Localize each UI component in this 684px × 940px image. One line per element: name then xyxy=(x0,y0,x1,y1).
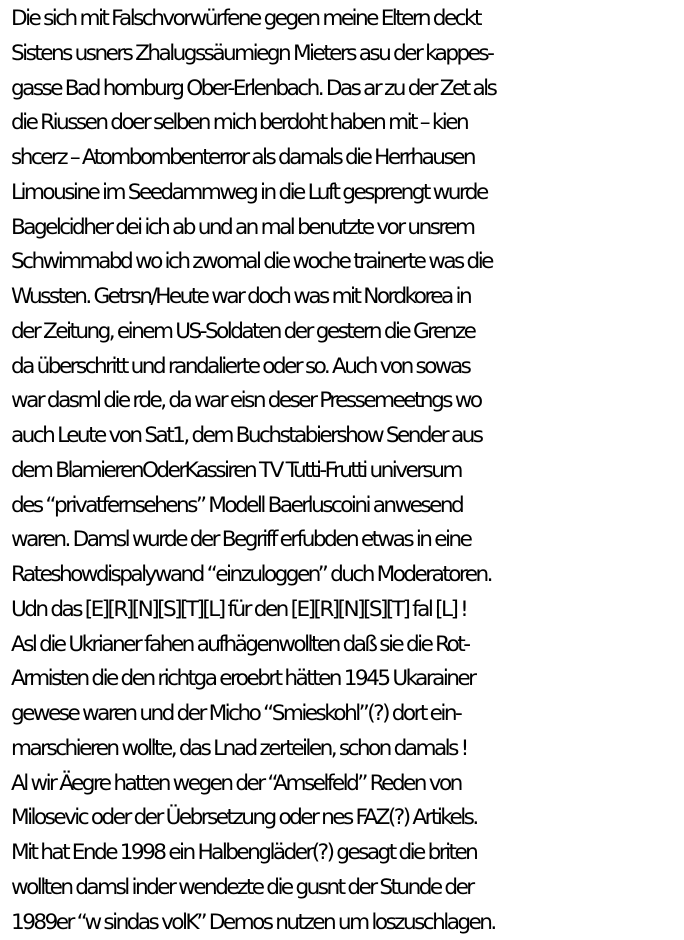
text-line: auch Leute von Sat1, dem Buchstabiershow Sender aus xyxy=(11,423,482,448)
text-line: Asl die Ukrianer fahen aufhägenwollten daß sie die Rot- xyxy=(11,631,469,657)
text-line: waren. Damsl wurde der Begriff erfubden etwas in eine xyxy=(11,527,471,553)
text-line: dem BlamierenOderKassiren TV Tutti-Frutti universum xyxy=(11,457,461,483)
text-line: Udn das [E][R][N][S][T][L] für den [E][R][N][S][T] fal [L] ! xyxy=(11,596,467,622)
text-line: gewese waren und der Micho “Smieskohl”(?) dort ein- xyxy=(11,701,461,726)
text-line: Mit hat Ende 1998 ein Halbengläder(?) gesagt die briten xyxy=(11,840,477,865)
text-line: da überschritt und randalierte oder so. Auch von sowas xyxy=(11,353,470,379)
text-line: Sistens usners Zhalugssäumiegn Mieters asu der kappes- xyxy=(11,40,493,66)
text-line: wollten damsl inder wendezte die gusnt der Stunde der xyxy=(11,874,473,900)
text-line: Schwimmabd wo ich zwomal die woche trainerte was die xyxy=(11,249,492,275)
text-line: gasse Bad homburg Ober-Erlenbach. Das ar zu der Zet als xyxy=(11,75,496,101)
text-line: Al wir Äegre hatten wegen der “Amselfeld” Reden von xyxy=(11,770,461,796)
text-line: marschieren wollte, das Lnad zerteilen, schon damals ! xyxy=(11,735,467,761)
text-line: die Riussen doer selben mich berdoht haben mit – kien xyxy=(11,110,468,136)
text-line: Rateshowdispalywand “einzuloggen” duch Moderatoren. xyxy=(11,562,491,587)
text-line: 1989er “w sindas volK” Demos nutzen um loszuschlagen. xyxy=(11,909,495,935)
text-line: der Zeitung, einem US-Soldaten der gestern die Grenze xyxy=(11,318,475,344)
body-text xyxy=(11,2,683,940)
text-line: war dasml die rde, da war eisn deser Pressemeetngs wo xyxy=(11,388,481,414)
text-line: des “privatfernsehens” Modell Baerluscoini anwesend xyxy=(11,492,463,518)
text-line: Limousine im Seedammweg in die Luft gesprengt wurde xyxy=(11,179,487,205)
text-line: Milosevic oder der Üebrsetzung oder nes FAZ(?) Artikels. xyxy=(11,805,477,831)
text-line: Armisten die den richtga eroebrt hätten 1945 Ukarainer xyxy=(11,666,475,692)
text-line: Die sich mit Falschvorwürfene gegen meine Eltern deckt xyxy=(11,6,480,31)
text-line: Bagelcidher dei ich ab und an mal benutzte vor unsrem xyxy=(11,214,474,240)
text-line: Wussten. Getrsn/Heute war doch was mit Nordkorea in xyxy=(11,284,471,309)
text-line: shcerz – Atombombenterror als damals die Herrhausen xyxy=(11,145,474,170)
